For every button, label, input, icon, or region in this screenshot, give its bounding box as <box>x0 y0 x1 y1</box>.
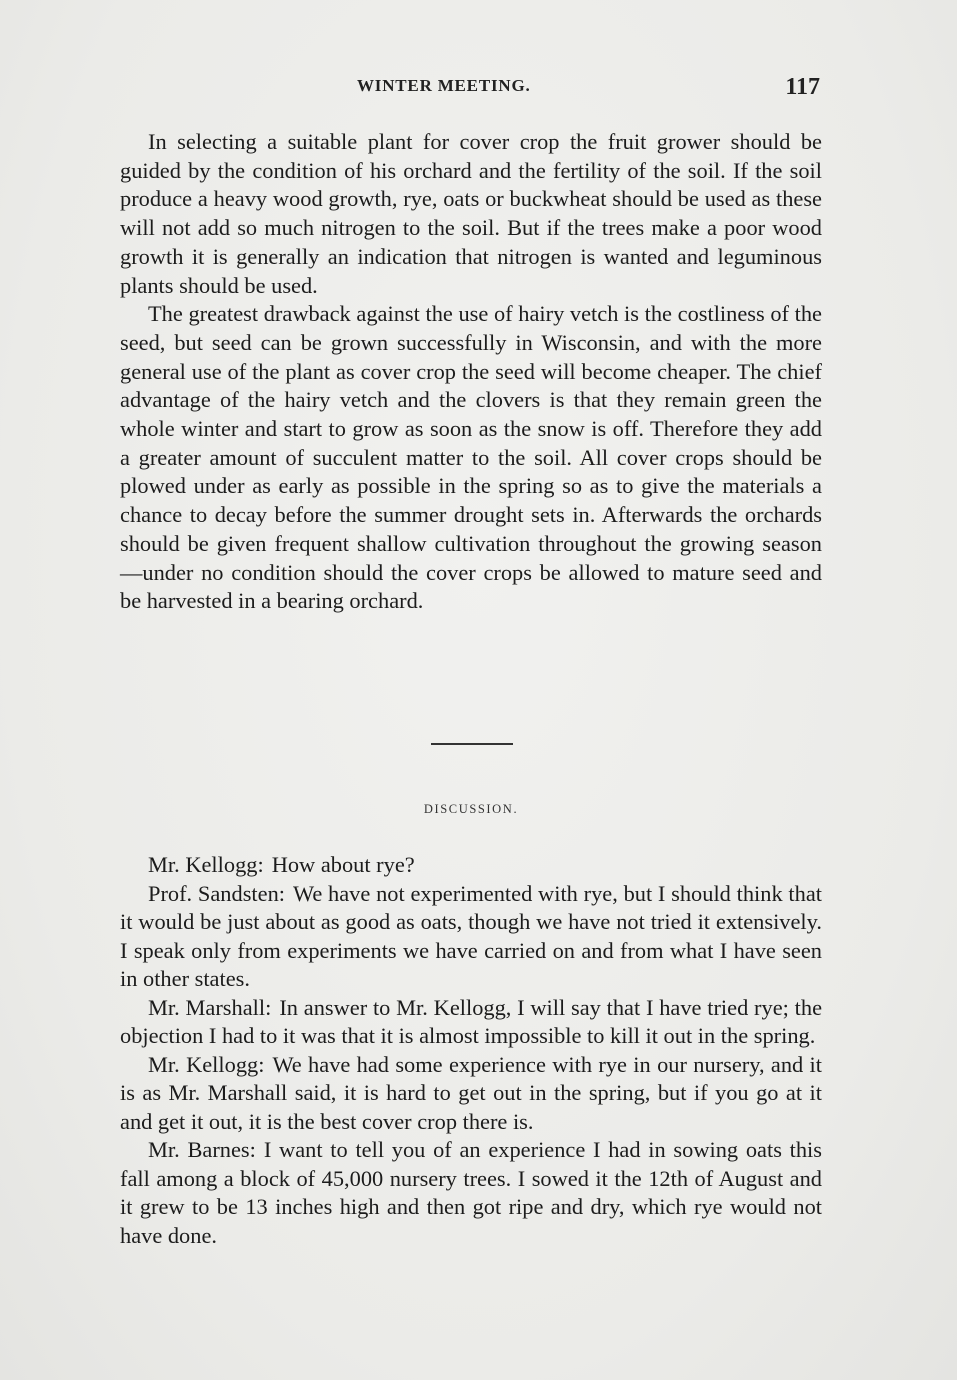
discussion-entry <box>120 880 822 994</box>
body-text <box>120 128 822 616</box>
discussion-entry <box>120 1136 822 1250</box>
speaker-name: Prof. Sandsten: <box>148 880 285 906</box>
discussion-entry <box>120 994 822 1051</box>
page-header <box>120 72 822 102</box>
speech-text: We have had some experience with rye in our nursery, and it is as Mr. Marshall said, it is hard to get out in the spring, but if you go at it and get it out, it is the best cover crop there is. <box>120 1051 823 1134</box>
running-title: WINTER MEETING. <box>357 76 531 95</box>
discussion-section <box>120 851 822 1250</box>
speaker-name: Mr. Marshall: <box>148 994 272 1020</box>
speech-text: I want to tell you of an experience I had in sowing oats this fall among a block of 45,000 nursery trees. I sowed it the 12th of August and it grew to be 13 inches high and then got ripe and dry, which rye would not have done. <box>120 1137 822 1248</box>
speech-text: We have not experimented with rye, but I should think that it would be just about as good as oats, though we have not tried it extensively. I speak only from experiments we have carried on and from what I have seen in other states. <box>120 880 822 991</box>
discussion-entry <box>120 1051 822 1137</box>
speaker-name: Mr. Barnes: <box>148 1137 256 1162</box>
paragraph: In selecting a suitable plant for cover crop the fruit grower should be guided by the condition of his orchard and the fertility of the soil. If the soil produce a heavy wood growth, rye, oats or buckwheat should be used as these will not add so much nitrogen to the soil. But if the trees make a poor wood growth it is generally an indication that nitrogen is wanted and leguminous plants should be used. <box>120 129 822 298</box>
speech-text: In answer to Mr. Kellogg, I will say that I have tried rye; the objection I had to it was that it is almost impossible to kill it out in the spring. <box>120 994 823 1048</box>
page-number: 117 <box>785 74 820 100</box>
speaker-name: Mr. Kellogg: <box>148 1051 265 1077</box>
discussion-entry <box>120 851 822 880</box>
section-heading: DISCUSSION. <box>423 802 519 816</box>
paragraph: The greatest drawback against the use of hairy vetch is the costliness of the seed, but seed can be grown successfully in Wisconsin, and with the more general use of the plant as cover crop the seed will become cheaper. The chief advantage of the hairy vetch and the clovers is that they remain green the whole winter and start to grow as soon as the snow is off. Therefore they add a greater amount of succulent matter to the soil. All cover crops should be plowed under as early as possible in the spring so as to give the materials a chance to decay before the summer drought sets in. Afterwards the orchards should be given frequent shallow cultivation throughout the growing season—under no condition should the cover crops be allowed to mature seed and be harvested in a bearing orchard. <box>120 301 822 614</box>
section-divider <box>431 743 513 745</box>
speech-text: How about rye? <box>271 852 415 877</box>
speaker-name: Mr. Kellogg: <box>148 852 264 877</box>
